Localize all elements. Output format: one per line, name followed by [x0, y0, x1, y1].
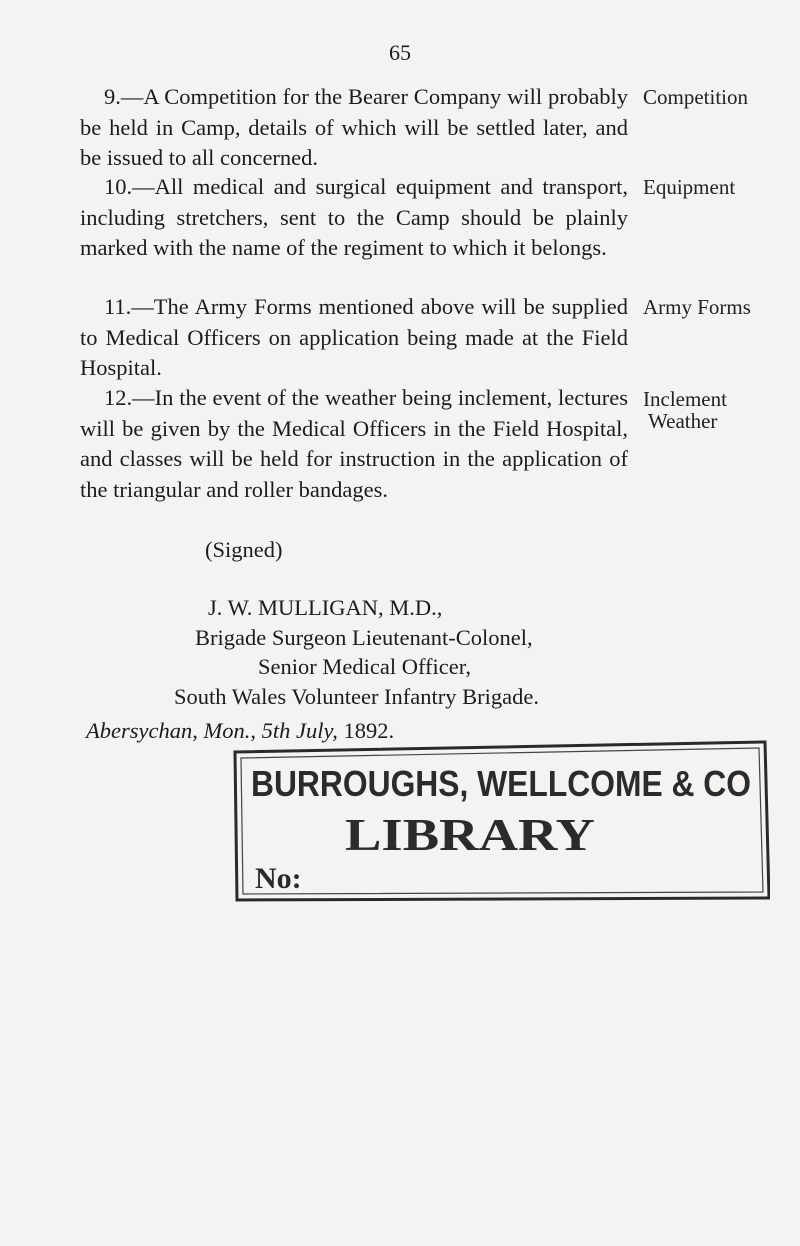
- margin-note-inclement: Inclement: [643, 387, 727, 411]
- signatory-title-1: Brigade Surgeon Lieutenant-Colonel,: [195, 625, 533, 650]
- margin-note-competition: Competition: [643, 85, 748, 109]
- paragraph-11-text: 11.—The Army Forms mentioned above will be supplied to Medical Officers on application being made at the Field Hospital.: [80, 294, 628, 380]
- place-name: Abersychan, Mon.,: [86, 718, 256, 743]
- paragraph-12-text: 12.—In the event of the weather being inclement, lectures will be given by the Medical Officers in the Field Hospital, and classes will be held for instruction in the application of the triangular and roller bandages.: [80, 385, 628, 502]
- signed-label: (Signed): [205, 537, 283, 562]
- page-number: 65: [389, 40, 411, 65]
- paragraph-12: [80, 383, 628, 505]
- signatory-name: J. W. MULLIGAN, M.D.,: [208, 595, 443, 620]
- paragraph-10: [80, 172, 628, 264]
- margin-note-army-forms: Army Forms: [643, 295, 751, 319]
- paragraph-10-text: 10.—All medical and surgical equipment and transport, including stretchers, sent to the Camp should be plainly marked with the name of the regiment to which it belongs.: [80, 174, 628, 260]
- stamp-line-1: BURROUGHS, WELLCOME & CO: [251, 763, 751, 804]
- margin-note-weather: Weather: [648, 409, 718, 433]
- margin-note-equipment: Equipment: [643, 175, 736, 199]
- paragraph-11: [80, 292, 628, 384]
- signatory-title-3: South Wales Volunteer Infantry Brigade.: [174, 684, 539, 709]
- margin-note-inclement-weather: [643, 388, 773, 432]
- paragraph-9: [80, 82, 628, 174]
- library-stamp: [225, 738, 770, 903]
- signatory-title-2: Senior Medical Officer,: [258, 654, 471, 679]
- stamp-line-2: LIBRARY: [345, 809, 595, 860]
- library-stamp-graphic: [225, 738, 770, 903]
- date-text: 5th July,: [261, 718, 338, 743]
- paragraph-9-text: 9.—A Competition for the Bearer Company will probably be held in Camp, details of which will be settled later, and be issued to all concerned.: [80, 84, 628, 170]
- stamp-line-3: No:: [255, 862, 302, 895]
- date-year: 1892.: [343, 718, 395, 743]
